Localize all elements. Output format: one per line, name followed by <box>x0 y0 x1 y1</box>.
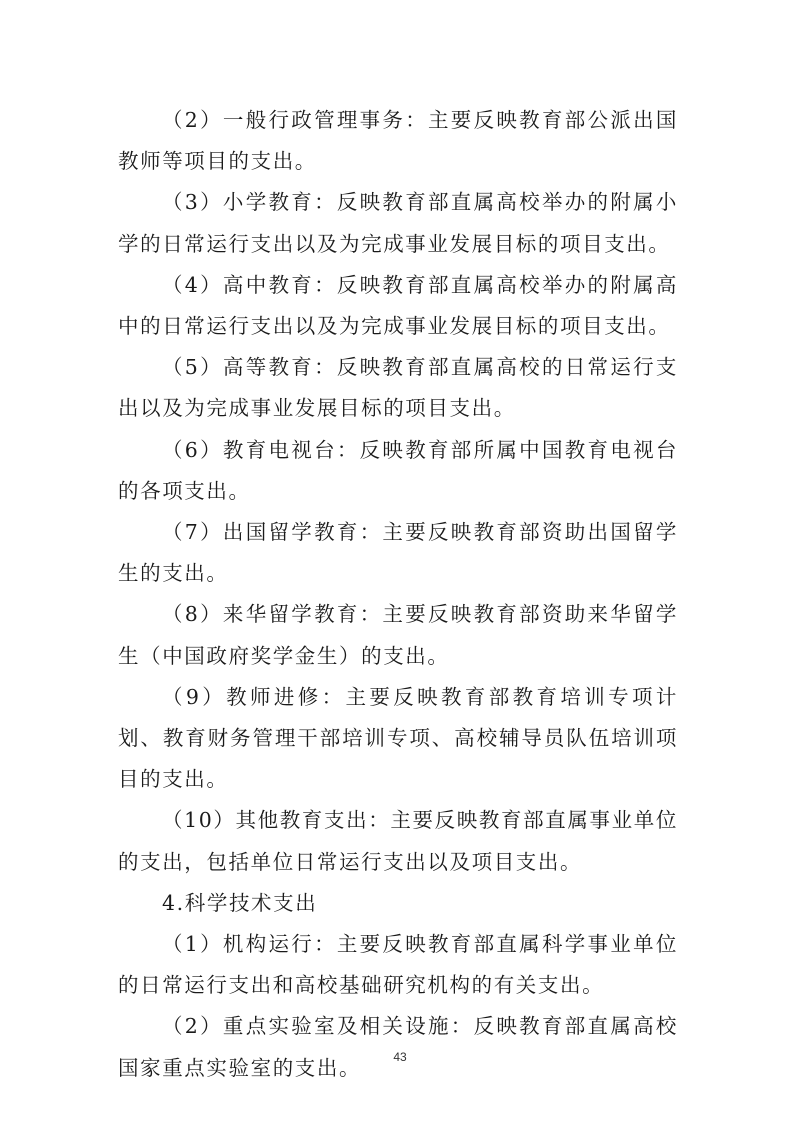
paragraph-general-admin: （2）一般行政管理事务：主要反映教育部公派出国教师等项目的支出。 <box>118 108 678 174</box>
paragraph-study-in-china: （8）来华留学教育：主要反映教育部资助来华留学生（中国政府奖学金生）的支出。 <box>118 602 678 668</box>
paragraph-higher-education: （5）高等教育：反映教育部直属高校的日常运行支出以及为完成事业发展目标的项目支出。 <box>118 355 678 421</box>
paragraph-primary-education: （3）小学教育：反映教育部直属高校举办的附属小学的日常运行支出以及为完成事业发展目标的项目支出。 <box>118 190 678 256</box>
paragraph-high-school-education: （4）高中教育：反映教育部直属高校举办的附属高中的日常运行支出以及为完成事业发展目标的项目支出。 <box>118 272 678 339</box>
paragraph-key-laboratories: （2）重点实验室及相关设施：反映教育部直属高校国家重点实验室的支出。 <box>118 1014 678 1080</box>
paragraph-teacher-training: （9）教师进修：主要反映教育部教育培训专项计划、教育财务管理干部培训专项、高校辅导员队伍培训项目的支出。 <box>118 684 678 792</box>
page-number: 43 <box>393 1050 407 1064</box>
paragraph-education-tv: （6）教育电视台：反映教育部所属中国教育电视台的各项支出。 <box>118 437 678 503</box>
document-body <box>118 100 678 1089</box>
paragraph-study-abroad: （7）出国留学教育：主要反映教育部资助出国留学生的支出。 <box>118 520 678 586</box>
section-heading-science-technology: 4.科学技术支出 <box>162 890 318 915</box>
paragraph-institution-operation: （1）机构运行：主要反映教育部直属科学事业单位的日常运行支出和高校基础研究机构的有关支出。 <box>118 932 678 998</box>
paragraph-other-education: （10）其他教育支出：主要反映教育部直属事业单位的支出，包括单位日常运行支出以及项目支出。 <box>118 808 678 874</box>
